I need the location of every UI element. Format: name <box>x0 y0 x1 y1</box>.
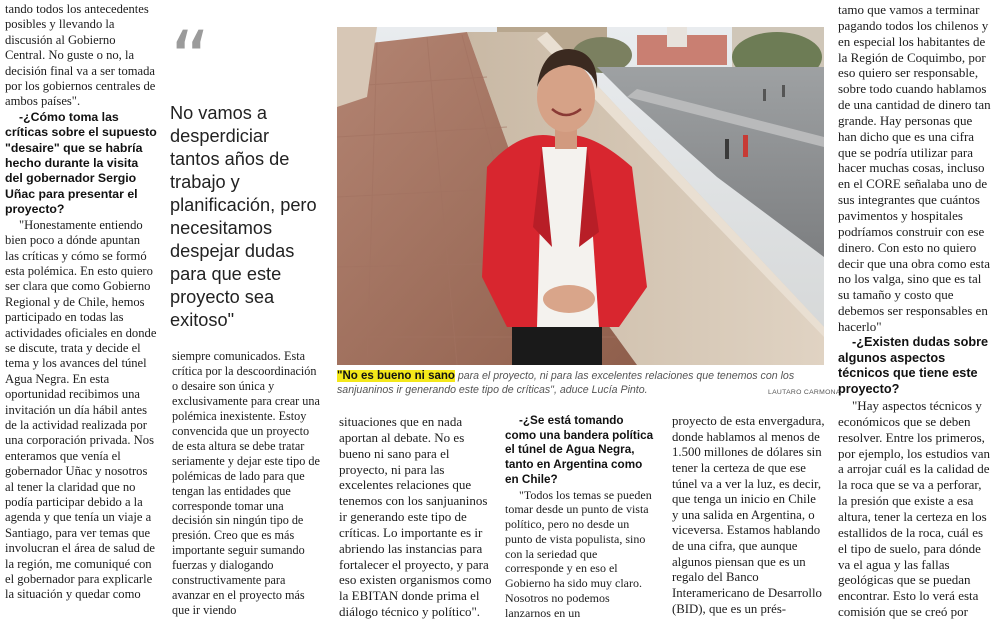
paragraph: "Honestamente entiendo bien poco a dónde apuntan las críticas y cómo se formó esta polémica. En esto quiero ser clara que como Gobierno Regional y de Chile, hemos participado en todas las actividades oficiales en donde se discute, trata y decide el tema y los avances del túnel Agua Negra. En esta oportunidad recibimos una invitación un día hábil antes de la actividad realizada por una corporación privada. Nos enteramos que venía el gobernador Uñac y nosotros al tener la claridad que no podía participar debido a la agenda y que tenía un viaje a Santiago, para ver temas que involucran el área de salud de la región, me comuniqué con el gobernador para explicarle la situación y quedar como <box>5 217 157 602</box>
photo-credit: LAUTARO CARMONA <box>768 389 841 396</box>
article-column-1 <box>5 2 157 603</box>
interview-question: -¿Existen dudas sobre algunos aspectos técnicos que tiene este proyecto? <box>838 334 989 397</box>
interview-question: -¿Se está tomando como una bandera política el túnel de Agua Negra, tanto en Argentina como en Chile? <box>505 414 654 486</box>
caption-highlight: "No es bueno ni sano <box>337 370 455 382</box>
photo-illustration <box>337 27 824 365</box>
article-column-3 <box>339 414 492 620</box>
article-column-2 <box>172 349 322 618</box>
paragraph: "Todos los temas se pueden tomar desde un punto de vista político, pero no desde un punto de vista populista, sino con la seriedad que corresponde y en eso el Gobierno ha sido muy claro. Nosotros no podemos lanzarnos en un <box>505 487 652 620</box>
paragraph: situaciones que en nada aportan al debate. No es bueno ni sano para el proyecto, ni para las excelentes relaciones que tenemos con los sanjuaninos ir generando este tipo de críticas. Lo importante es ir abriendo las instancias para fortalecer el proyecto, y para eso existen organismos como la EBITAN donde prima el diálogo técnico y político". <box>339 414 492 620</box>
article-column-5 <box>672 414 825 617</box>
article-column-4 <box>505 414 657 620</box>
caption-text: para el proyecto, ni para las excelentes relaciones que tenemos con los sanjuaninos ir generando este tipo de críticas", aduce Lucía Pinto. <box>337 370 795 396</box>
article-column-6 <box>838 2 993 620</box>
quote-marks-icon: “ <box>170 16 205 106</box>
article-photo <box>337 27 824 365</box>
paragraph: proyecto de esta envergadura, donde hablamos al menos de 1.500 millones de dólares sin tener la certeza de que ese túnel va a ver la luz, es decir, que tenga un inicio en Chile y una salida en Argentina, o viceversa. Estamos hablando de una cifra, que aunque algunos piensan que es un regalo del Banco Interamericano de Desarrollo (BID), que es un prés- <box>672 414 825 616</box>
pull-quote-text: No vamos a desperdiciar tantos años de trabajo y planificación, pero necesitamos despejar dudas para que este proyecto sea exitoso" <box>170 103 317 330</box>
interview-question: -¿Cómo toma las críticas sobre el supuesto "desaire" que se habría hecho durante la visita del gobernador Sergio Uñac para presentar el proyecto? <box>5 109 157 217</box>
paragraph: tamo que vamos a terminar pagando todos los chilenos y en especial los habitantes de la Región de Coquimbo, por eso quiero ser responsable, sobre todo cuando hablamos de una cantidad de dinero tan grande. Hay personas que han dicho que es una cifra que se podría utilizar para hacer muchas cosas, incluso en el CORE señalaba uno de sus integrantes que cuántos pavimentos y hospitales podríamos construir con ese dinero. Con esto no quiero decir que una obra como esta no los valga, sino que es tal su tamaño y costo que debemos ser responsables en hacerlo" <box>838 2 991 334</box>
paragraph: "Hay aspectos técnicos y económicos que se deben resolver. Entre los primeros, por ejemplo, los estudios van a arrojar cuál es la calidad de la roca que se va a perforar, la presión que existe a esa altura, tener la certeza en los estallidos de la roca, cuál es el tipo de suelo, para dónde va el agua y las fallas geológicas que se puedan encontrar. Esto lo verá esta comisión que se creó por <box>838 398 991 620</box>
paragraph: siempre comunicados. Esta crítica por la descoordinación o desaire son única y exclusivamente para crear una polémica inexistente. Estoy convencida que un proyecto de esta altura se debe tratar seriamente y dejar este tipo de polémicas de lado para que tengan las entidades que corresponde tomar una decisión sin ningún tipo de presión. Creo que es más importante seguir sumando fuerzas y dialogando constructivamente para avanzar en el proyecto más que ir viendo <box>172 349 320 618</box>
photo-caption <box>337 370 824 397</box>
paragraph: tando todos los antecedentes posibles y llevando la discusión al Gobierno Central. No guste o no, la decisión final va a ser tomada por los gobiernos centrales de ambos países". <box>5 2 156 109</box>
pull-quote <box>170 16 322 332</box>
